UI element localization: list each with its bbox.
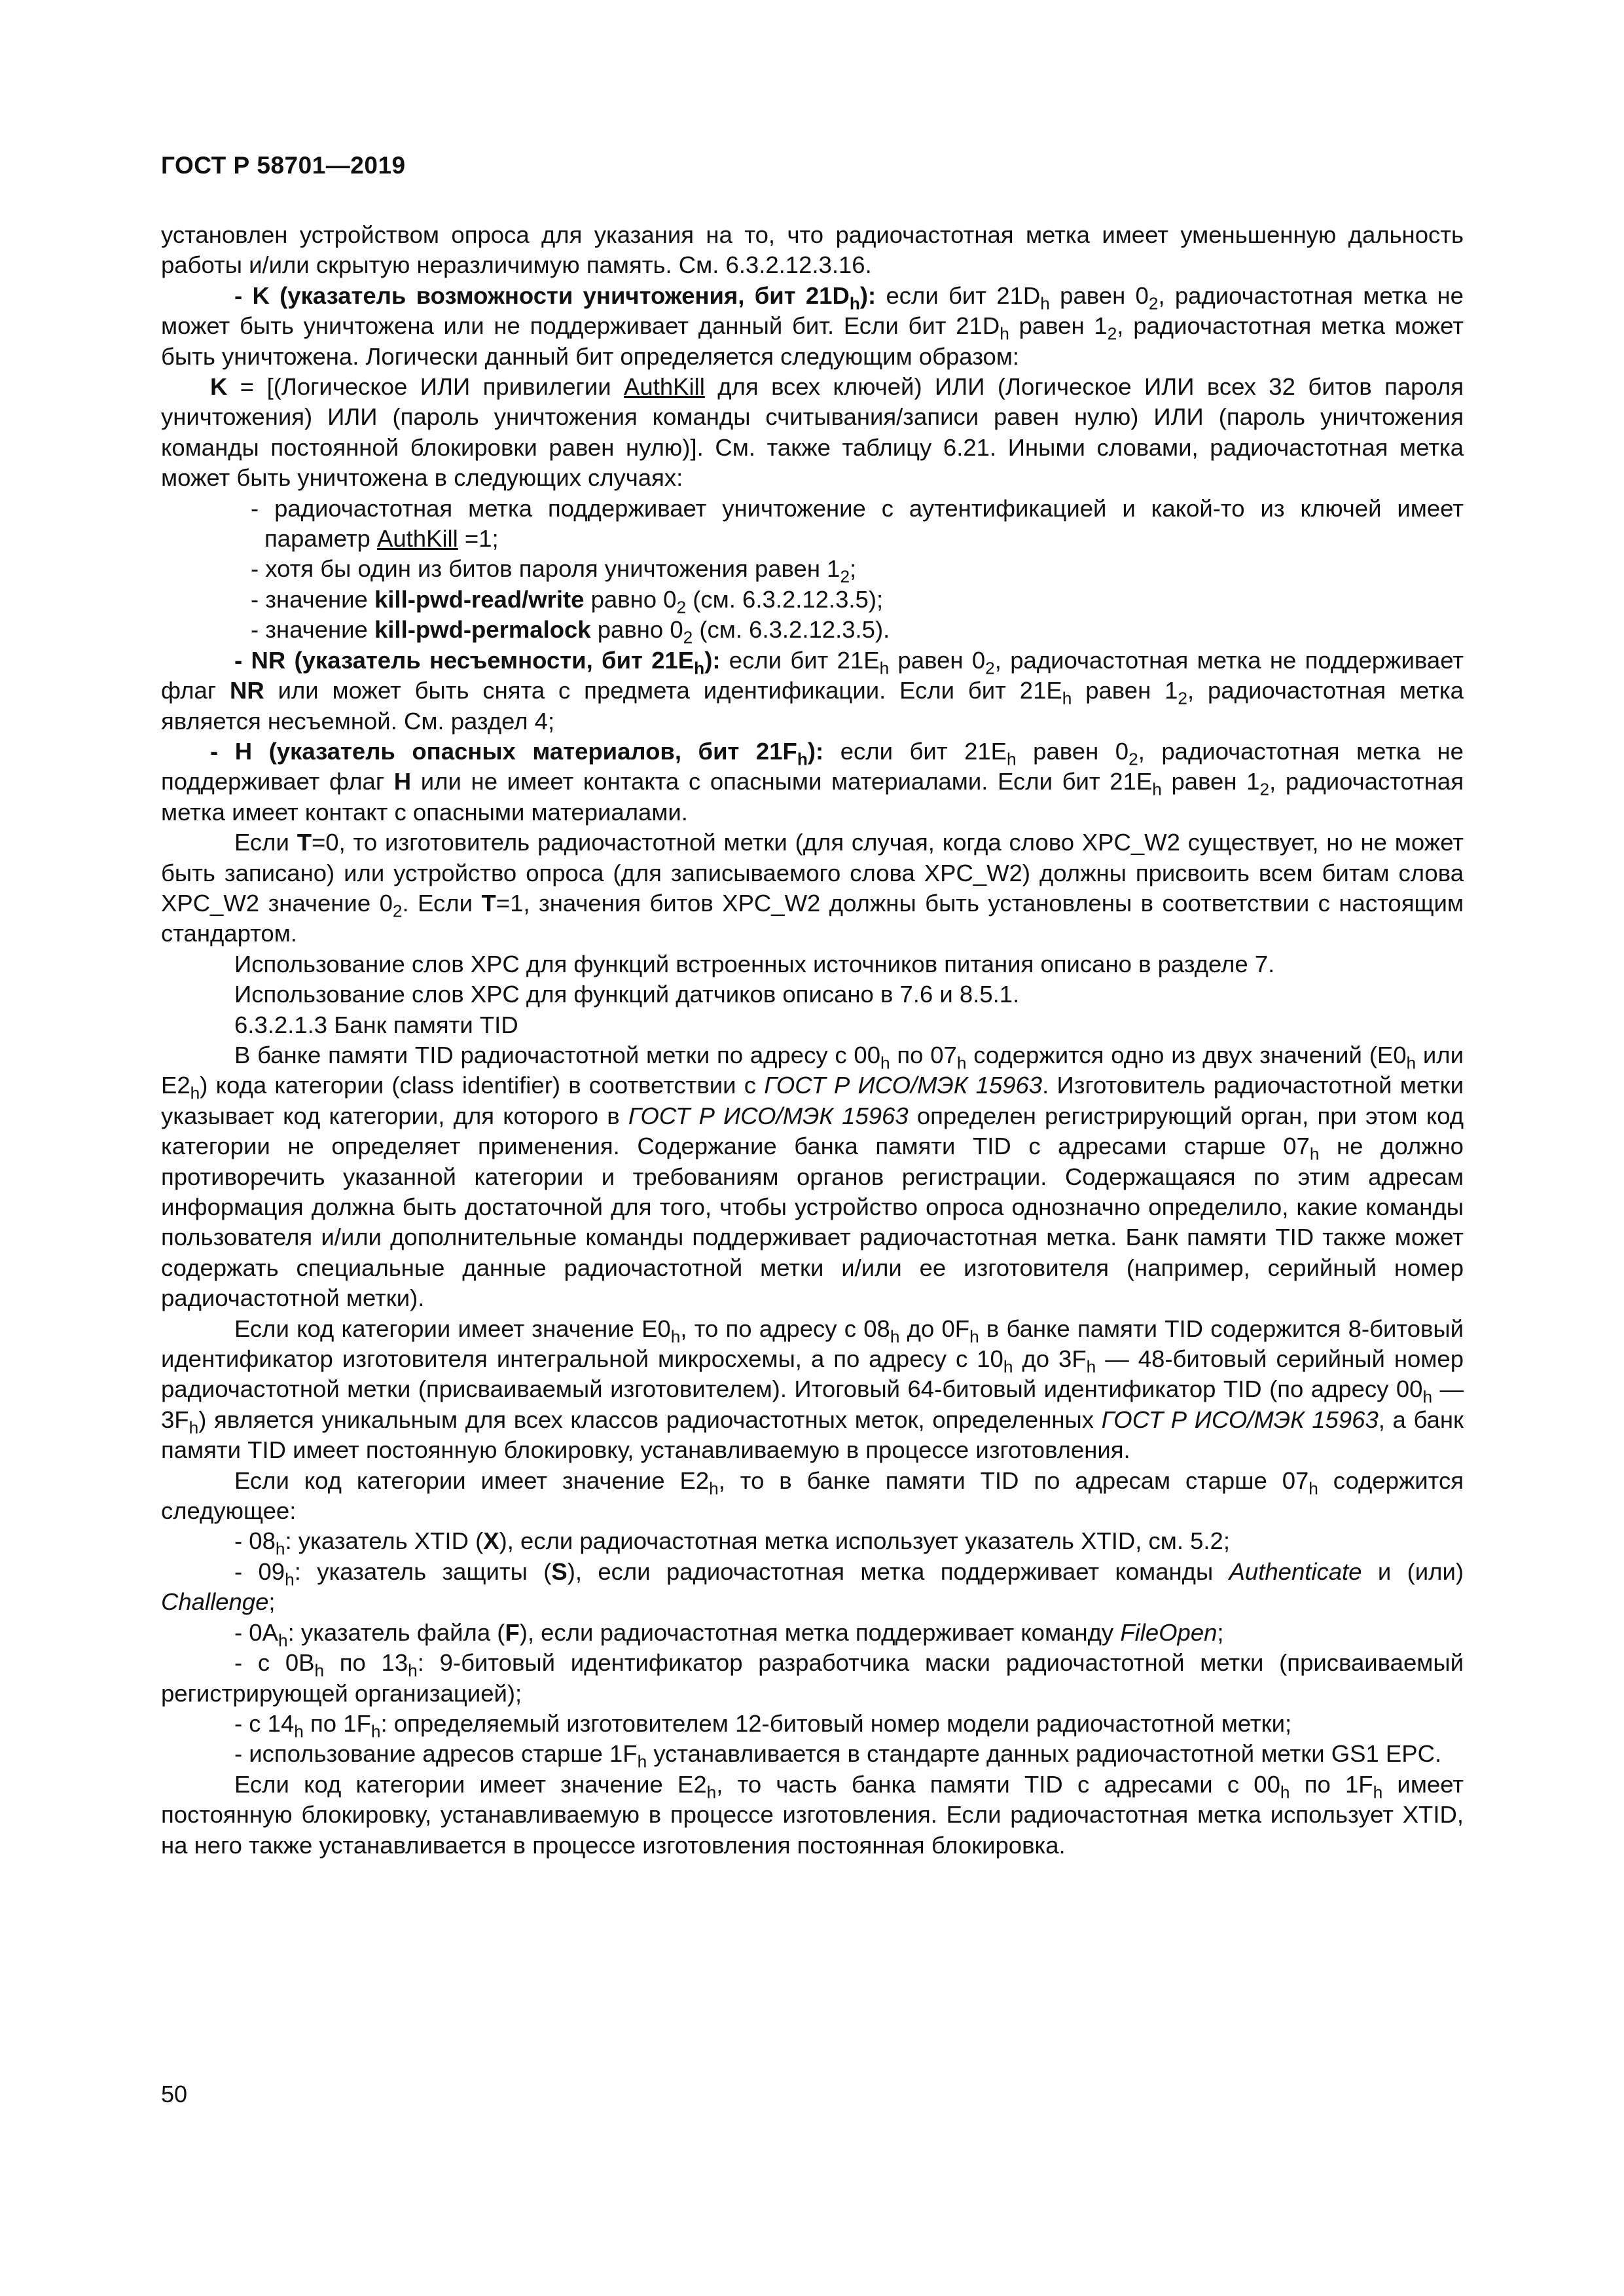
text: , радиочастотная метка может быть уничтожена. Логически данный бит определяется следующим образом: [161, 312, 1464, 370]
subscript: h [1373, 1782, 1383, 1802]
term: - K (указатель возможности уничтожения, бит 21D [234, 282, 850, 309]
text: =1; [458, 525, 499, 553]
text: : указатель защиты ( [294, 1558, 552, 1585]
text: или E2 [161, 1041, 1464, 1099]
list-item [161, 1648, 1464, 1709]
text: - 08 [234, 1527, 276, 1555]
list-item [161, 494, 1464, 555]
text: , радиочастотная метка не поддерживает флаг [161, 737, 1464, 795]
text: если бит 21D [876, 282, 1041, 309]
subscript: h [285, 1569, 295, 1590]
term: X [483, 1527, 499, 1555]
subscript: h [880, 1053, 890, 1073]
text: — 3F [161, 1376, 1464, 1433]
list-item [161, 1739, 1464, 1772]
standard-reference: ГОСТ Р ИСО/МЭК 15963 [1101, 1406, 1379, 1433]
text: , то по адресу с 08 [680, 1315, 890, 1342]
text: Если код категории имеет значение E2 [234, 1770, 707, 1798]
text: . Если [402, 889, 482, 917]
text: ; [1217, 1618, 1224, 1646]
subscript: h [1007, 749, 1017, 769]
subscript: h [314, 1660, 325, 1681]
subscript: 2 [683, 627, 693, 647]
subscript: h [1308, 1478, 1318, 1499]
text: Если код категории имеет значение E0 [234, 1315, 671, 1342]
paragraph-e0-code [161, 1314, 1464, 1466]
subscript: h [969, 1326, 979, 1347]
subscript: h [1086, 1357, 1096, 1377]
text: равен 0 [1049, 282, 1149, 309]
text: установлен устройством опроса для указания на то, что радиочастотная метка имеет уменьшенную дальность работы и/или скрытую неразличимую память. См. 6.3.2.12.3.16. [161, 221, 1464, 279]
page-number: 50 [161, 2081, 188, 2107]
text: — 48-битовый серийный номер радиочастотной метки (присваиваемый изготовителем). Итоговый 64-битовый идентификатор TID (по адресу 00 [161, 1345, 1464, 1403]
underlined-term: AuthKill [624, 373, 705, 401]
subscript: h [879, 658, 890, 678]
text: : определяемый изготовителем 12-битовый номер модели радиочастотной метки; [380, 1709, 1292, 1737]
text: - хотя бы один из битов пароля уничтожения равен 1 [251, 555, 840, 583]
underlined-term: AuthKill [377, 525, 458, 553]
text: ) является уникальным для всех классов радиочастотных меток, определенных [198, 1406, 1102, 1433]
term: K [210, 373, 228, 401]
document-body [161, 220, 1464, 1861]
list-item [161, 585, 1464, 615]
subscript: h [956, 1053, 967, 1073]
subscript: h [190, 1083, 200, 1103]
subscript: 2 [985, 658, 995, 678]
text: равен 0 [889, 646, 986, 674]
text: равен 1 [1009, 312, 1108, 340]
text: , радиочастотная метка не может быть уничтожена или не поддерживает данный бит. Если бит 21D [161, 282, 1464, 340]
text: =1, значения битов XPC_W2 должны быть установлены в соответствии с настоящим стандартом. [161, 889, 1464, 947]
text: , радиочастотная метка не поддерживает флаг [161, 646, 1464, 704]
text: ; [850, 555, 857, 583]
subscript: h [797, 749, 808, 769]
text: - 09 [234, 1558, 285, 1585]
text: если бит 21E [823, 737, 1007, 765]
text: по 13 [324, 1649, 408, 1677]
text: Использование слов XPC для функций датчиков описано в 7.6 и 8.5.1. [234, 981, 1020, 1008]
paragraph-sensors [161, 979, 1464, 1010]
list-item [161, 1618, 1464, 1648]
text: Использование слов XPC для функций встроенных источников питания описано в разделе 7. [234, 950, 1275, 977]
subscript: h [278, 1630, 288, 1650]
text: - 0A [234, 1618, 278, 1646]
text: не должно противоречить указанной категории и требованиям органов регистрации. Содержащаяся по этим адресам информация должна быть достаточной для того, чтобы устройство опроса однозначно определило, какие команды пользователя и/или дополнительные команды поддерживает радиочастотная метка. Банк памяти TID также может содержать специальные данные радиочастотной метки и/или ее изготовителя (например, серийный номер радиочастотной метки). [161, 1133, 1464, 1312]
text: по 07 [890, 1041, 957, 1068]
text: ), если радиочастотная метка использует указатель XTID, см. 5.2; [499, 1527, 1230, 1555]
text: Если [234, 829, 297, 856]
text: до 3F [1013, 1345, 1087, 1373]
subscript: 2 [1107, 323, 1117, 344]
text: равно 0 [590, 616, 683, 644]
subscript: h [1000, 323, 1009, 344]
subscript: h [294, 1721, 304, 1741]
text: : указатель XTID ( [285, 1527, 484, 1555]
text: - с 0B [234, 1649, 315, 1677]
text: =0, то изготовитель радиочастотной метки (для случая, когда слово XPC_W2 существует, но не может быть записано) или устройство опроса (для записываемого слова XPC_W2) должны присвоить всем битам слова XPC_W2 значение 0 [161, 829, 1464, 917]
subscript: 2 [676, 597, 687, 617]
text: определен регистрирующий орган, при этом код категории не определяет применения. Содержание банка памяти TID с адресами старше 07 [161, 1102, 1464, 1160]
text: (см. 6.3.2.12.3.5); [686, 585, 884, 613]
subscript: h [1040, 293, 1050, 314]
text: до 0F [899, 1315, 970, 1342]
text: содержится одно из двух значений (E0 [966, 1041, 1407, 1068]
subscript: h [849, 293, 860, 314]
text: по 1F [303, 1709, 371, 1737]
subscript: h [1422, 1387, 1433, 1407]
text: - с 14 [234, 1709, 295, 1737]
text: устанавливается в стандарте данных радиочастотной метки GS1 EPC. [647, 1740, 1442, 1768]
text: по 1F [1290, 1770, 1373, 1798]
text: , радиочастотная метка является несъемной. См. раздел 4; [161, 677, 1464, 735]
term: T [297, 829, 312, 856]
text: содержится следующее: [161, 1467, 1464, 1525]
subscript: h [408, 1660, 418, 1681]
subscript: h [670, 1326, 681, 1347]
text: или может быть снята с предмета идентификации. Если бит 21E [264, 677, 1062, 704]
term: kill-pwd-permalock [374, 616, 591, 644]
paragraph-tid-bank [161, 1040, 1464, 1314]
text: = [(Логическое ИЛИ привилегии [227, 373, 624, 401]
paragraph-h-indicator [161, 737, 1464, 828]
subscript: h [709, 1478, 719, 1499]
subscript: 2 [1259, 779, 1270, 799]
term: - NR (указатель несъемности, бит 21E [234, 646, 695, 674]
paragraph-power-sources [161, 949, 1464, 979]
text: - значение [251, 585, 374, 613]
text: . Изготовитель радиочастотной метки указывает код категории, для которого в [161, 1072, 1464, 1129]
subscript: h [1406, 1053, 1416, 1073]
text: ), если радиочастотная метка поддерживает команду [519, 1618, 1121, 1646]
text: , то в банке памяти TID по адресам старше 07 [718, 1467, 1309, 1494]
paragraph-k-indicator [161, 281, 1464, 372]
term: ): [704, 646, 721, 674]
term: S [551, 1558, 568, 1585]
paragraph-nr-indicator [161, 646, 1464, 737]
text: имеет постоянную блокировку, устанавливаемую в процессе изготовления. Если радиочастотная метка использует XTID, на него также устанавливается в процессе изготовления постоянная блокировка. [161, 1770, 1464, 1859]
term: T [481, 889, 496, 917]
paragraph-t-flag [161, 828, 1464, 949]
subscript: h [890, 1326, 900, 1347]
subscript: h [189, 1417, 199, 1438]
subscript: h [1280, 1782, 1290, 1802]
list-item [161, 1709, 1464, 1739]
term: H [393, 768, 412, 795]
text: - радиочастотная метка поддерживает уничтожение с аутентификацией и какой-то из ключей имеет параметр [251, 494, 1464, 553]
standard-reference: ГОСТ Р ИСО/МЭК 15963 [764, 1072, 1043, 1099]
text: равен 1 [1161, 768, 1260, 795]
command-name: Authenticate [1229, 1558, 1362, 1585]
term: NR [230, 677, 264, 704]
text: ; [268, 1588, 276, 1616]
term: ): [807, 737, 824, 765]
list-item [161, 554, 1464, 587]
subscript: h [706, 1782, 717, 1802]
paragraph-1 [161, 220, 1464, 281]
subscript: h [1152, 779, 1162, 799]
paragraph-e2-lock [161, 1770, 1464, 1861]
subscript: h [1062, 688, 1072, 708]
text: (см. 6.3.2.12.3.5). [693, 616, 890, 644]
subscript: 2 [392, 901, 403, 921]
subscript: h [370, 1721, 381, 1741]
text: в банке памяти TID содержится 8-битовый идентификатор изготовителя интегральной микросхемы, а по адресу с 10 [161, 1315, 1464, 1373]
text: : 9-битовый идентификатор разработчика маски радиочастотной метки (присваиваемый регистрирующей организацией); [161, 1649, 1464, 1707]
list-item [161, 615, 1464, 645]
text: , то часть банка памяти TID с адресами с 00 [716, 1770, 1280, 1798]
term: F [505, 1618, 520, 1646]
list-item [161, 1557, 1464, 1618]
text: или не имеет контакта с опасными материалами. Если бит 21E [411, 768, 1153, 795]
subscript: 2 [1148, 293, 1159, 314]
text: В банке памяти TID радиочастотной метки по адресу с 00 [234, 1041, 880, 1068]
term: ): [859, 282, 876, 309]
document-header: ГОСТ Р 58701—2019 [161, 152, 406, 179]
text: , а банк памяти TID имеет постоянную блокировку, устанавливаемую в процессе изготовления. [161, 1406, 1464, 1464]
text: равен 0 [1016, 737, 1129, 765]
standard-reference: ГОСТ Р ИСО/МЭК 15963 [628, 1102, 909, 1129]
subscript: h [637, 1751, 647, 1772]
subscript: h [275, 1539, 285, 1559]
text: , радиочастотная метка имеет контакт с опасными материалами. [161, 768, 1464, 826]
text: для всех ключей) ИЛИ (Логическое ИЛИ всех 32 битов пароля уничтожения) ИЛИ (пароль уничтожения команды считывания/записи равен нулю) ИЛИ (пароль уничтожения команды постоянной блокировки равен нулю)]. См. также таблицу 6.21. Иными словами, радиочастотная метка может быть уничтожена в следующих случаях: [161, 373, 1464, 492]
subscript: 2 [1178, 688, 1188, 708]
text: ), если радиочастотная метка поддерживает команды [567, 1558, 1229, 1585]
subscript: 2 [840, 566, 850, 587]
text: ) кода категории (class identifier) в соответствии с [200, 1072, 765, 1099]
paragraph-e2-code [161, 1466, 1464, 1527]
term: kill-pwd-read/write [374, 585, 585, 613]
command-name: Challenge [161, 1588, 269, 1616]
subscript: h [1309, 1144, 1320, 1164]
text: 6.3.2.1.3 Банк памяти TID [234, 1011, 518, 1038]
paragraph-k-formula [161, 372, 1464, 494]
text: равно 0 [584, 585, 677, 613]
text: : указатель файла ( [287, 1618, 505, 1646]
section-heading-tid [161, 1010, 1464, 1040]
text: если бит 21E [720, 646, 880, 674]
command-name: FileOpen [1120, 1618, 1218, 1646]
text: - значение [251, 616, 374, 644]
text: равен 1 [1072, 677, 1178, 704]
subscript: 2 [1128, 749, 1138, 769]
subscript: h [694, 658, 705, 678]
list-item [161, 1526, 1464, 1559]
text: - использование адресов старше 1F [234, 1740, 638, 1768]
term: - H (указатель опасных материалов, бит 21F [210, 737, 797, 765]
text: и (или) [1362, 1558, 1464, 1585]
text: Если код категории имеет значение E2 [234, 1467, 710, 1494]
subscript: h [1003, 1357, 1013, 1377]
